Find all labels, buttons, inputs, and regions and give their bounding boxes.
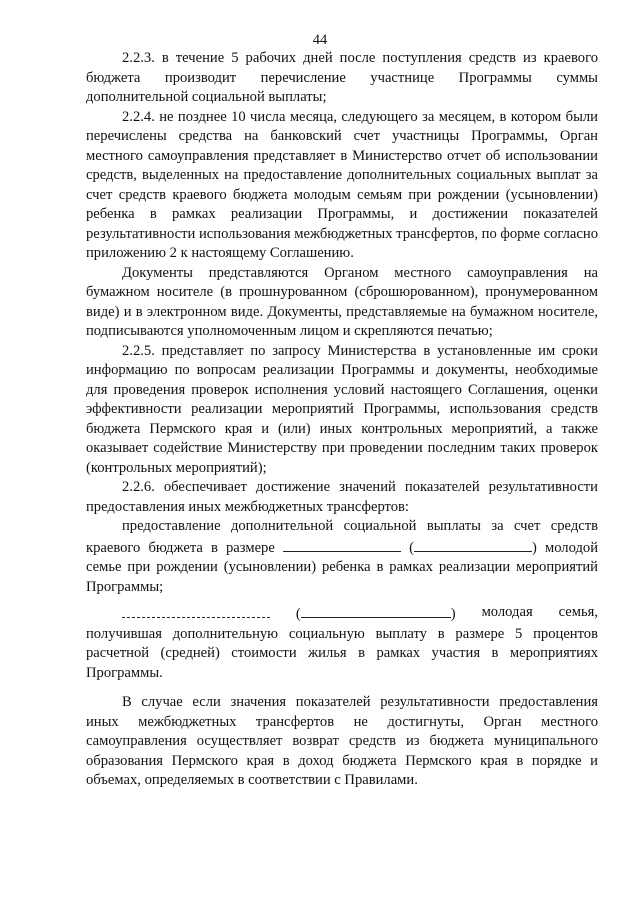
paragraph-indicator-family (86, 597, 598, 683)
family-count-words-blank (301, 603, 451, 618)
family-count-row (86, 603, 598, 625)
paragraph-2-2-6: 2.2.6. обеспечивает достижение значений показателей результативности предоставления иных межбюджетных трансфертов: (86, 479, 598, 515)
family-word-2: семья, (558, 604, 598, 620)
indicator-payment-text-end: молодой семье при рождении (усыновлении) ребенка в рамках реализации мероприятий Программы; (86, 539, 598, 595)
document-body (86, 49, 598, 791)
indicator-family-text: получившая дополнительную социальную выплату в размере 5 процентов расчетной (средней) стоимости жилья в рамках участия в мероприятиях Программы. (86, 625, 598, 681)
amount-words-blank (414, 537, 532, 552)
paragraph-2-2-3: 2.2.3. в течение 5 рабочих дней после поступления средств из краевого бюджета производит перечисление участнице Программы суммы дополнительной социальной выплаты; (86, 50, 598, 105)
indicator-payment-text: предоставление дополнительной социальной выплаты за счет средств краевого бюджета в размере (86, 518, 598, 556)
open-paren: ( (295, 606, 301, 622)
family-count-blank (122, 603, 270, 618)
paragraph-2-2-4: 2.2.4. не позднее 10 числа месяца, следующего за месяцем, в котором были перечислены средства на банковский счет участницы Программы, Орган местного самоуправления представляет в Министерство отчет об использовании средств, выделенных на предоставление дополнительных социальных выплат за счет средств краевого бюджета молодым семьям при рождении (усыновлении) ребенка в рамках реализации Программы, и достижении показателей результативности использования межбюджетных трансфертов, по форме согласно приложению 2 к настоящему Соглашению. (86, 108, 598, 261)
close-paren: ) (531, 539, 537, 556)
close-paren: ) (450, 606, 456, 622)
paragraph-indicator-payment (86, 517, 598, 597)
paragraph-return-funds: В случае если значения показателей результативности предоставления иных межбюджетных трансфертов не достигнуты, Орган местного самоуправления осуществляет возврат средств из бюджета муниципального образования Пермского края в доход бюджета Пермского края в порядке и объемах, определяемых в соответствии с Правилами. (86, 694, 598, 788)
paragraph-documents: Документы представляются Органом местного самоуправления на бумажном носителе (в прошнурованном (сброшюрованном), пронумерованном виде) и в электронном виде. Документы, представляемые на бумажном носителе, подписываются уполномоченным лицом и скрепляются печатью; (86, 264, 598, 339)
family-word-1: молодая (481, 604, 533, 620)
amount-blank (283, 537, 401, 552)
family-count-words (296, 603, 456, 625)
page-number: 44 (312, 32, 328, 48)
paragraph-2-2-5: 2.2.5. представляет по запросу Министерства в установленные им сроки информацию по вопросам реализации Программы и документы, необходимые для проведения проверок исполнения условий настоящего Соглашения, оценки эффективности реализации мероприятий Программы, использования средств бюджета Пермского края и (или) иных контрольных мероприятий, а также оказывает содействие Министерству при проведении последним таких проверок (контрольных мероприятий); (86, 342, 598, 476)
open-paren: ( (409, 539, 414, 556)
